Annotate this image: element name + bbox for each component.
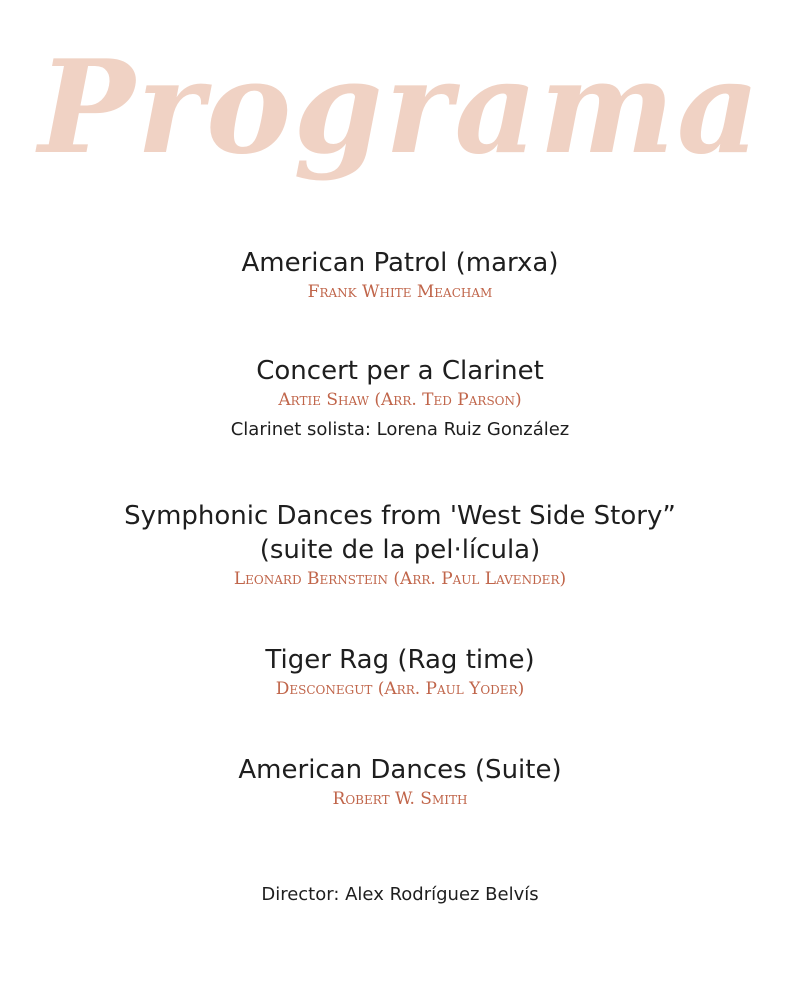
piece-title-line-2: (suite de la pel·lícula): [259, 535, 541, 565]
program-item: [0, 246, 800, 304]
director-credit: Director: Alex Rodríguez Belvís: [261, 884, 539, 905]
program-item: [0, 643, 800, 701]
piece-soloist: Clarinet solista: Lorena Ruiz González: [230, 419, 570, 440]
program-heading: Programa: [38, 33, 762, 183]
piece-title-line-1: Symphonic Dances from 'West Side Story”: [124, 501, 676, 531]
program-item: [0, 499, 800, 591]
piece-composer: Artie Shaw (Arr. Ted Parson): [278, 390, 522, 410]
piece-title: American Patrol (marxa): [241, 248, 559, 278]
piece-composer: Leonard Bernstein (Arr. Paul Lavender): [233, 569, 567, 589]
piece-title: Tiger Rag (Rag time): [265, 645, 535, 675]
piece-composer: Robert W. Smith: [332, 789, 468, 809]
piece-title: Concert per a Clarinet: [256, 356, 544, 386]
program-item: [0, 354, 800, 443]
piece-composer: Frank White Meacham: [307, 282, 493, 302]
piece-title: American Dances (Suite): [238, 755, 562, 785]
piece-composer: Desconegut (Arr. Paul Yoder): [275, 679, 525, 699]
program-item: [0, 753, 800, 811]
